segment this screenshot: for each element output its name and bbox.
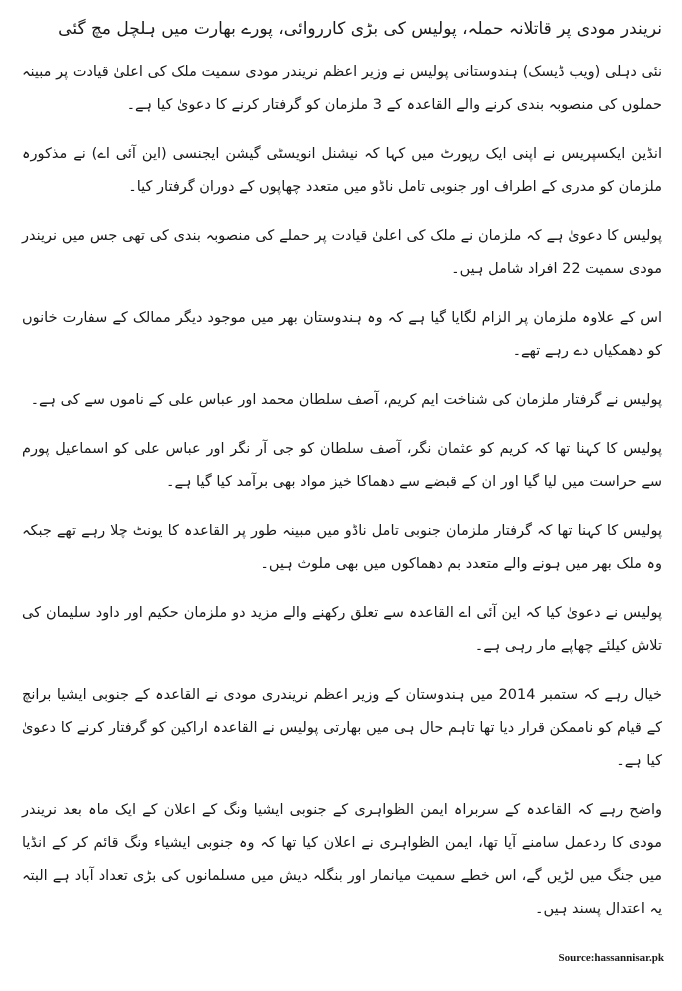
article-headline: نریندر مودی پر قاتلانہ حملہ، پولیس کی بڑی کارروائی، پورے بھارت میں ہلچل مچ گئی — [58, 19, 662, 39]
paragraph-3: پولیس کا دعویٰ ہے کہ ملزمان نے ملک کی اعلیٰ قیادت پر حملے کی منصوبہ بندی کی تھی جس میں نریندر مودی سمیت 22 افراد شامل ہیں۔ — [22, 228, 662, 277]
paragraph-8: پولیس نے دعویٰ کیا کہ این آئی اے القاعدہ سے تعلق رکھنے والے مزید دو ملزمان حکیم اور داود سلیمان کی تلاش کیلئے چھاپے مار رہی ہے۔ — [22, 605, 662, 654]
paragraph-10: واضح رہے کہ القاعدہ کے سربراہ ایمن الظواہری کے جنوبی ایشیا ونگ کے اعلان کے ایک ماہ بعد نریندر مودی کا ردعمل سامنے آیا تھا، ایمن الظواہری نے اعلان کیا تھا کہ وہ جنوبی ایشیاء ونگ قائم کر کے انڈیا میں جنگ میں لڑیں گے، اس خطے سمیت میانمار اور بنگلہ دیش میں مسلمانوں کی بڑی تعداد آباد ہے البتہ یہ اعتدال پسند ہیں۔ — [22, 802, 662, 917]
paragraph-5: پولیس نے گرفتار ملزمان کی شناخت ایم کریم، آصف سلطان محمد اور عباس علی کے ناموں سے کی ہے۔ — [30, 392, 662, 408]
paragraph-6: پولیس کا کہنا تھا کہ کریم کو عثمان نگر، آصف سلطان کو جی آر نگر اور عباس علی کو اسماعیل پورم سے حراست میں لیا گیا اور ان کے قبضے سے دھماکا خیز مواد بھی برآمد کیا گیا ہے۔ — [22, 441, 662, 490]
article-body — [22, 14, 662, 942]
paragraph-1: نئی دہلی (ویب ڈیسک) ہندوستانی پولیس نے وزیر اعظم نریندر مودی سمیت ملک کی اعلیٰ قیادت پر مبینہ حملوں کی منصوبہ بندی کرنے والے القاعدہ کے 3 ملزمان کو گرفتار کرنے کا دعویٰ کیا ہے۔ — [22, 64, 662, 113]
paragraph-9: خیال رہے کہ ستمبر 2014 میں ہندوستان کے وزیر اعظم نریندری مودی نے القاعدہ کے جنوبی ایشیا برانچ کے قیام کو ناممکن قرار دیا تھا تاہم حال ہی میں بھارتی پولیس نے القاعدہ اراکین کو گرفتار کرنے کا دعویٰ کیا ہے۔ — [22, 687, 662, 769]
paragraph-7: پولیس کا کہنا تھا کہ گرفتار ملزمان جنوبی تامل ناڈو میں مبینہ طور پر القاعدہ کا یونٹ چلا رہے تھے جبکہ وہ ملک بھر میں ہونے والے متعدد بم دھماکوں میں بھی ملوث ہیں۔ — [22, 523, 662, 572]
paragraph-4: اس کے علاوہ ملزمان پر الزام لگایا گیا ہے کہ وہ ہندوستان بھر میں موجود دیگر ممالک کے سفارت خانوں کو دھمکیاں دے رہے تھے۔ — [22, 310, 662, 359]
paragraph-2: انڈین ایکسپریس نے اپنی ایک رپورٹ میں کہا کہ نیشنل انویسٹی گیشن ایجنسی (این آئی اے) نے مذکورہ ملزمان کو مدری کے اطراف اور جنوبی تامل ناڈو میں متعدد چھاپوں کے دوران گرفتار کیا۔ — [22, 146, 662, 195]
source-credit: Source:hassannisar.pk — [558, 952, 664, 964]
